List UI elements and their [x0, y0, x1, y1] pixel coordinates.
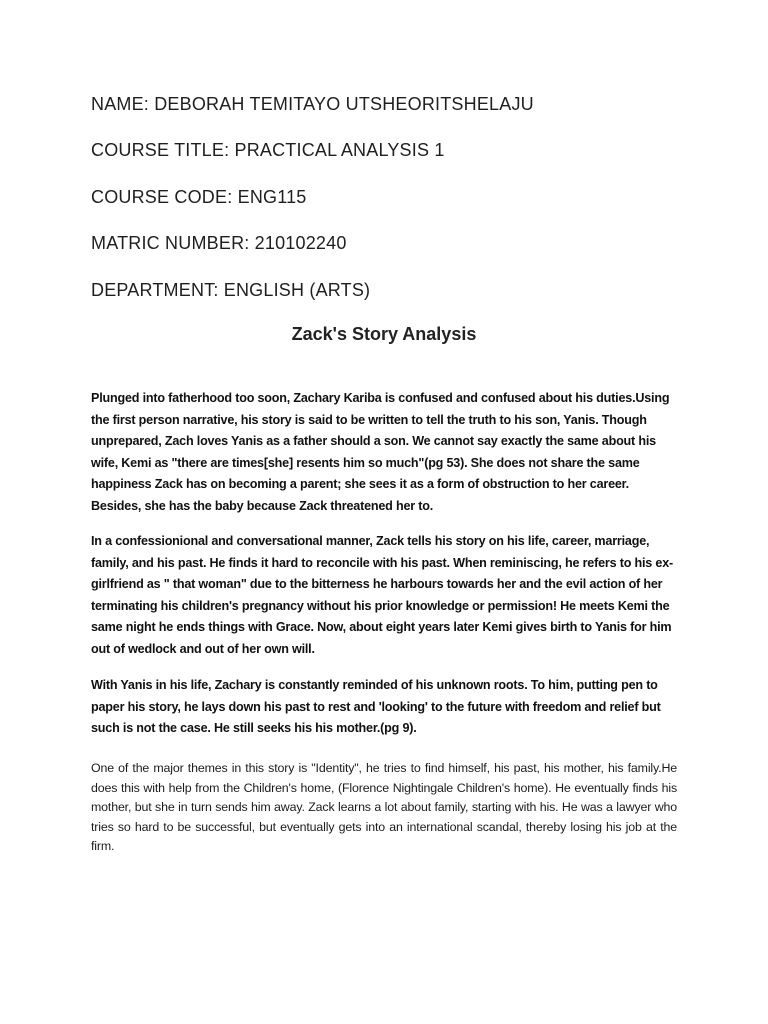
paragraph-2: In a confessionional and conversational manner, Zack tells his story on his life, career, marriage, family, and his past. He finds it hard to reconcile with his past. When reminiscing, he refers to his ex-girlfriend as " that woman" due to the bitterness he harbours towards her and the evil action of her terminating his children's pregnancy without his prior knowledge or permission! He meets Kemi the same night he ends things with Grace. Now, about eight years later Kemi gives birth to Yanis for him out of wedlock and out of her own will.	[91, 534, 673, 656]
paragraph-1: Plunged into fatherhood too soon, Zachary Kariba is confused and confused about his duties.Using the first person narrative, his story is said to be written to tell the truth to his son, Yanis. Though unprepared, Zach loves Yanis as a father should a son. We cannot say exactly the same about his wife, Kemi as "there are times[she] resents him so much"(pg 53). She does not share the same happiness Zack has on becoming a parent; she sees it as a form of obstruction to her career. Besides, she has the baby because Zack threatened her to.	[91, 391, 670, 513]
matric-number: MATRIC NUMBER: 210102240	[91, 233, 347, 253]
course-code: COURSE CODE: ENG115	[91, 187, 307, 207]
paragraph-3: With Yanis in his life, Zachary is constantly reminded of his unknown roots. To him, putting pen to paper his story, he lays down his past to rest and 'looking' to the future with freedom and relief but such is not the case. He still seeks his his mother.(pg 9).	[91, 678, 661, 736]
paragraph-4: One of the major themes in this story is "Identity", he tries to find himself, his past, his mother, his family.He does this with help from the Children's home, (Florence Nightingale Children's home). He eventually finds his mother, but she in turn sends him away. Zack learns a lot about family, starting with his. He was a lawyer who tries so hard to be successful, but eventually gets into an international scandal, thereby losing his job at the firm.	[91, 761, 677, 854]
document-title: Zack's Story Analysis	[291, 324, 477, 344]
course-title: COURSE TITLE: PRACTICAL ANALYSIS 1	[91, 140, 445, 160]
student-name: NAME: DEBORAH TEMITAYO UTSHEORITSHELAJU	[91, 94, 534, 114]
department: DEPARTMENT: ENGLISH (ARTS)	[91, 280, 371, 300]
